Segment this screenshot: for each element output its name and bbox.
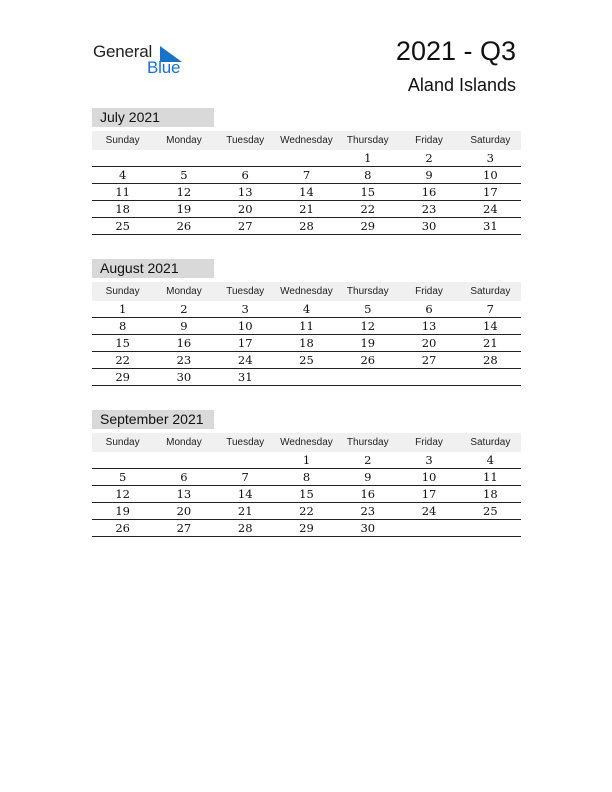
weekday-label: Tuesday — [226, 135, 265, 146]
day-cell — [276, 369, 337, 385]
day-cell: 1 — [118, 302, 127, 316]
generalblue-logo — [93, 40, 203, 80]
day-cell: 14 — [237, 487, 253, 501]
month-september — [92, 410, 521, 537]
day-cell — [92, 452, 153, 468]
day-cell: 26 — [115, 521, 130, 535]
day-cell: 16 — [360, 487, 376, 501]
day-cell: 27 — [176, 521, 192, 535]
day-cell: 7 — [302, 168, 311, 182]
day-cell: 23 — [421, 202, 437, 216]
day-cell: 21 — [299, 202, 314, 216]
weekday-label: Tuesday — [226, 286, 265, 297]
month-august — [92, 259, 521, 386]
week-row — [92, 352, 521, 369]
day-cell: 8 — [118, 319, 127, 333]
day-cell: 21 — [483, 336, 498, 350]
day-cell: 7 — [241, 470, 249, 484]
day-cell: 30 — [360, 521, 376, 535]
weekday-label: Monday — [166, 286, 202, 297]
day-cell: 14 — [483, 319, 498, 333]
day-cell: 9 — [180, 319, 188, 333]
week-row — [92, 503, 521, 520]
day-cell: 2 — [364, 453, 372, 467]
weekday-label: Friday — [415, 135, 443, 146]
day-cell: 27 — [237, 219, 253, 233]
day-cell: 31 — [483, 219, 498, 233]
day-cell — [337, 369, 398, 385]
month-label: August 2021 — [92, 259, 214, 278]
weekday-label: Monday — [166, 437, 202, 448]
day-cell: 25 — [299, 353, 314, 367]
weekday-label: Sunday — [105, 135, 140, 146]
week-row — [92, 218, 521, 235]
week-row — [92, 452, 521, 469]
day-cell — [276, 150, 337, 166]
day-cell — [215, 150, 276, 166]
weekday-header — [92, 433, 521, 452]
logo-blue-text: Blue — [147, 58, 181, 77]
day-cell: 13 — [421, 319, 437, 333]
day-cell: 1 — [364, 151, 372, 165]
day-cell: 22 — [115, 353, 130, 367]
day-cell: 29 — [360, 219, 376, 233]
weekday-label: Thursday — [346, 437, 389, 448]
month-grid — [92, 301, 521, 386]
day-cell: 19 — [115, 504, 130, 518]
day-cell: 20 — [237, 202, 253, 216]
page-subtitle: Aland Islands — [407, 75, 516, 95]
day-cell: 8 — [364, 168, 372, 182]
day-cell: 5 — [118, 470, 127, 484]
weekday-label: Sunday — [105, 286, 140, 297]
day-cell: 17 — [483, 185, 498, 199]
day-cell — [460, 369, 521, 385]
day-cell: 25 — [115, 219, 130, 233]
day-cell: 26 — [176, 219, 192, 233]
day-cell — [215, 452, 276, 468]
day-cell: 30 — [176, 370, 192, 384]
weekday-label: Saturday — [470, 437, 511, 448]
day-cell — [398, 520, 459, 536]
week-row — [92, 335, 521, 352]
week-row — [92, 369, 521, 386]
weekday-label: Wednesday — [280, 135, 333, 146]
day-cell — [153, 150, 214, 166]
day-cell: 12 — [176, 185, 192, 199]
day-cell: 28 — [299, 219, 314, 233]
day-cell: 3 — [425, 453, 433, 467]
day-cell — [398, 369, 459, 385]
weekday-label: Wednesday — [280, 286, 333, 297]
day-cell: 2 — [425, 151, 433, 165]
day-cell: 26 — [360, 353, 376, 367]
weekday-header — [92, 131, 521, 150]
day-cell: 10 — [483, 168, 498, 182]
logo-general-text: General — [93, 42, 153, 61]
weekday-label: Wednesday — [280, 437, 333, 448]
day-cell: 13 — [176, 487, 192, 501]
day-cell: 16 — [176, 336, 192, 350]
day-cell: 10 — [237, 319, 253, 333]
day-cell: 9 — [425, 168, 433, 182]
month-grid — [92, 150, 521, 235]
day-cell: 27 — [421, 353, 437, 367]
weekday-label: Saturday — [470, 135, 511, 146]
month-july — [92, 108, 521, 235]
day-cell: 24 — [237, 353, 253, 367]
weekday-label: Saturday — [470, 286, 511, 297]
day-cell — [153, 452, 214, 468]
page-title: 2021 - Q3 — [395, 36, 516, 66]
day-cell: 15 — [360, 185, 376, 199]
day-cell: 4 — [302, 302, 311, 316]
day-cell: 2 — [180, 302, 188, 316]
day-cell: 16 — [421, 185, 437, 199]
week-row — [92, 318, 521, 335]
day-cell: 1 — [302, 453, 311, 467]
day-cell: 13 — [237, 185, 253, 199]
day-cell: 11 — [115, 185, 130, 199]
weekday-label: Thursday — [346, 286, 389, 297]
week-row — [92, 201, 521, 218]
day-cell — [92, 150, 153, 166]
day-cell: 5 — [180, 168, 188, 182]
weekday-header — [92, 282, 521, 301]
day-cell: 24 — [421, 504, 437, 518]
week-row — [92, 486, 521, 503]
day-cell: 31 — [237, 370, 253, 384]
weekday-label: Friday — [415, 437, 443, 448]
day-cell: 6 — [180, 470, 188, 484]
day-cell: 4 — [486, 453, 494, 467]
day-cell: 18 — [299, 336, 314, 350]
day-cell: 20 — [421, 336, 437, 350]
week-row — [92, 150, 521, 167]
weekday-label: Thursday — [346, 135, 389, 146]
day-cell: 21 — [237, 504, 253, 518]
day-cell: 12 — [360, 319, 376, 333]
day-cell: 17 — [421, 487, 437, 501]
day-cell: 17 — [237, 336, 253, 350]
day-cell: 12 — [115, 487, 130, 501]
day-cell: 23 — [360, 504, 376, 518]
day-cell: 3 — [486, 151, 494, 165]
day-cell: 18 — [115, 202, 130, 216]
day-cell: 25 — [483, 504, 498, 518]
month-grid — [92, 452, 521, 537]
day-cell: 8 — [302, 470, 311, 484]
week-row — [92, 469, 521, 486]
day-cell: 6 — [425, 302, 433, 316]
day-cell: 19 — [360, 336, 376, 350]
day-cell: 4 — [118, 168, 127, 182]
day-cell: 29 — [115, 370, 130, 384]
weekday-label: Friday — [415, 286, 443, 297]
day-cell: 15 — [299, 487, 314, 501]
day-cell: 28 — [483, 353, 498, 367]
day-cell: 20 — [176, 504, 192, 518]
day-cell: 9 — [364, 470, 372, 484]
month-label: September 2021 — [92, 410, 214, 429]
weekday-label: Sunday — [105, 437, 140, 448]
day-cell: 19 — [176, 202, 192, 216]
day-cell: 30 — [421, 219, 437, 233]
weekday-label: Monday — [166, 135, 202, 146]
week-row — [92, 167, 521, 184]
day-cell — [460, 520, 521, 536]
day-cell: 7 — [486, 302, 494, 316]
day-cell: 6 — [241, 168, 249, 182]
day-cell: 14 — [299, 185, 314, 199]
day-cell: 11 — [299, 319, 314, 333]
day-cell: 22 — [299, 504, 314, 518]
day-cell: 28 — [237, 521, 253, 535]
week-row — [92, 520, 521, 537]
day-cell: 24 — [483, 202, 498, 216]
day-cell: 22 — [360, 202, 376, 216]
month-label: July 2021 — [92, 108, 214, 127]
day-cell: 11 — [483, 470, 498, 484]
day-cell: 23 — [176, 353, 192, 367]
day-cell: 3 — [241, 302, 249, 316]
day-cell: 29 — [299, 521, 314, 535]
day-cell: 10 — [421, 470, 437, 484]
day-cell: 15 — [115, 336, 130, 350]
weekday-label: Tuesday — [226, 437, 265, 448]
week-row — [92, 301, 521, 318]
day-cell: 5 — [364, 302, 372, 316]
day-cell: 18 — [483, 487, 498, 501]
week-row — [92, 184, 521, 201]
